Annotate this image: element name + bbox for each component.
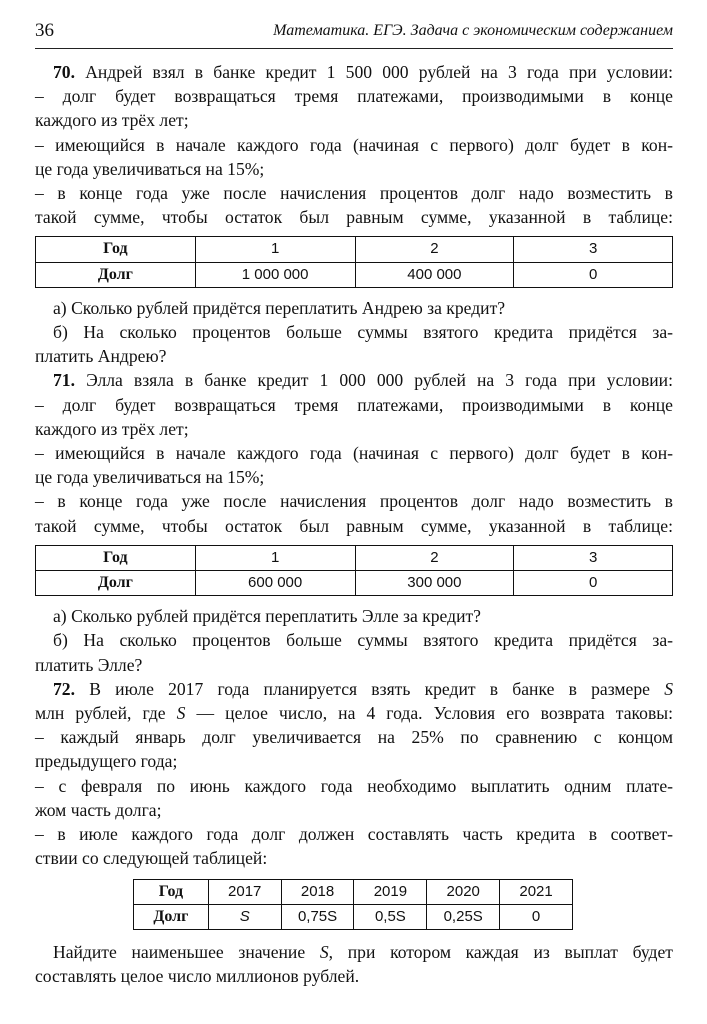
table-cell: Год bbox=[134, 879, 209, 904]
problem-text: 72. В июле 2017 года планируется взять кредит в банке в размере S bbox=[53, 678, 673, 699]
table-cell: 2020 bbox=[427, 879, 500, 904]
table-cell: Долг bbox=[36, 571, 196, 596]
table-cell: 0,5S bbox=[354, 904, 427, 929]
problem-text: це года увеличиваться на 15%; bbox=[35, 158, 265, 179]
table-cell: 2019 bbox=[354, 879, 427, 904]
question-text: составлять целое число миллионов рублей. bbox=[35, 966, 360, 987]
problem-text: 70. Андрей взял в банке кредит 1 500 000 рублей на 3 года при условии: bbox=[53, 62, 673, 82]
table-cell: 0,25S bbox=[427, 904, 500, 929]
problem-number: 71. bbox=[53, 370, 75, 391]
table-cell: 1 bbox=[195, 545, 355, 570]
table-cell: Долг bbox=[134, 904, 209, 929]
table-cell: 1 bbox=[195, 237, 355, 262]
table-cell: 300 000 bbox=[355, 571, 514, 596]
problem-text: – в июле каждого года долг должен составлять часть кредита в соответ- bbox=[35, 824, 673, 845]
problem-70 bbox=[35, 60, 673, 368]
problem-text: – в конце года уже после начисления процентов долг надо возместить в bbox=[35, 491, 673, 512]
problem-text: млн рублей, где S — целое число, на 4 года. Условия его возврата таковы: bbox=[35, 703, 673, 724]
variable-s: S bbox=[664, 678, 673, 699]
table-row bbox=[36, 545, 673, 570]
debt-table-72 bbox=[133, 879, 573, 930]
question-text: платить Элле? bbox=[35, 654, 143, 675]
table-cell: 1 000 000 bbox=[195, 262, 355, 287]
problem-text: – долг будет возвращаться тремя платежами, производимыми в конце bbox=[35, 86, 673, 107]
problem-text: такой сумме, чтобы остаток был равным сумме, указанной в таблице: bbox=[35, 515, 673, 536]
problem-72 bbox=[35, 677, 673, 988]
table-cell: 2 bbox=[355, 545, 514, 570]
running-title: Математика. ЕГЭ. Задача с экономическим содержанием bbox=[273, 22, 673, 39]
question-text: платить Андрею? bbox=[35, 346, 167, 367]
table-row bbox=[134, 904, 573, 929]
table-cell: 600 000 bbox=[195, 571, 355, 596]
table-cell: 2018 bbox=[281, 879, 354, 904]
table-cell: 0 bbox=[514, 262, 673, 287]
table-row bbox=[36, 262, 673, 287]
problem-text: жом часть долга; bbox=[35, 799, 162, 820]
table-cell: Долг bbox=[36, 262, 196, 287]
problem-number: 72. bbox=[53, 678, 75, 699]
problem-text: каждого из трёх лет; bbox=[35, 110, 189, 131]
problem-text: – с февраля по июнь каждого года необходимо выплатить одним плате- bbox=[35, 775, 673, 796]
table-cell: 400 000 bbox=[355, 262, 514, 287]
debt-table-71 bbox=[35, 545, 673, 596]
table-row bbox=[36, 237, 673, 262]
problem-text: 71. Элла взяла в банке кредит 1 000 000 рублей на 3 года при условии: bbox=[53, 370, 673, 391]
problem-text: – имеющийся в начале каждого года (начиная с первого) долг будет в кон- bbox=[35, 134, 673, 155]
problem-text: предыдущего года; bbox=[35, 751, 178, 772]
question-text: а) Сколько рублей придётся переплатить Андрею за кредит? bbox=[53, 297, 506, 318]
table-cell: 0 bbox=[500, 904, 573, 929]
problem-text: це года увеличиваться на 15%; bbox=[35, 467, 265, 488]
problem-text: – каждый январь долг увеличивается на 25% по сравнению с концом bbox=[35, 727, 673, 748]
problem-text: – долг будет возвращаться тремя платежами, производимыми в конце bbox=[35, 394, 673, 415]
table-cell: S bbox=[208, 904, 281, 929]
problem-number: 70. bbox=[53, 62, 75, 82]
problem-text: такой сумме, чтобы остаток был равным сумме, указанной в таблице: bbox=[35, 207, 673, 228]
problem-text: ствии со следующей таблицей: bbox=[35, 848, 268, 869]
table-cell: 0 bbox=[514, 571, 673, 596]
table-cell: Год bbox=[36, 237, 196, 262]
debt-table-70 bbox=[35, 236, 673, 287]
question-text: б) На сколько процентов больше суммы взятого кредита придётся за- bbox=[53, 322, 673, 343]
table-row bbox=[36, 571, 673, 596]
table-cell: 2017 bbox=[208, 879, 281, 904]
question-text: а) Сколько рублей придётся переплатить Элле за кредит? bbox=[53, 606, 481, 627]
table-cell: 2 bbox=[355, 237, 514, 262]
problem-text: – имеющийся в начале каждого года (начиная с первого) долг будет в кон- bbox=[35, 443, 673, 464]
problem-text: – в конце года уже после начисления процентов долг надо возместить в bbox=[35, 183, 673, 204]
table-cell: Год bbox=[36, 545, 196, 570]
page-header bbox=[35, 16, 673, 49]
question-text: б) На сколько процентов больше суммы взятого кредита придётся за- bbox=[53, 630, 673, 651]
question-text: Найдите наименьшее значение S, при котором каждая из выплат будет bbox=[53, 941, 673, 962]
problem-71 bbox=[35, 368, 673, 676]
table-cell: 2021 bbox=[500, 879, 573, 904]
table-cell: 3 bbox=[514, 237, 673, 262]
table-cell: 3 bbox=[514, 545, 673, 570]
problem-text: каждого из трёх лет; bbox=[35, 418, 189, 439]
page-number: 36 bbox=[35, 20, 54, 41]
table-cell: 0,75S bbox=[281, 904, 354, 929]
page-body bbox=[35, 60, 673, 988]
table-row bbox=[134, 879, 573, 904]
